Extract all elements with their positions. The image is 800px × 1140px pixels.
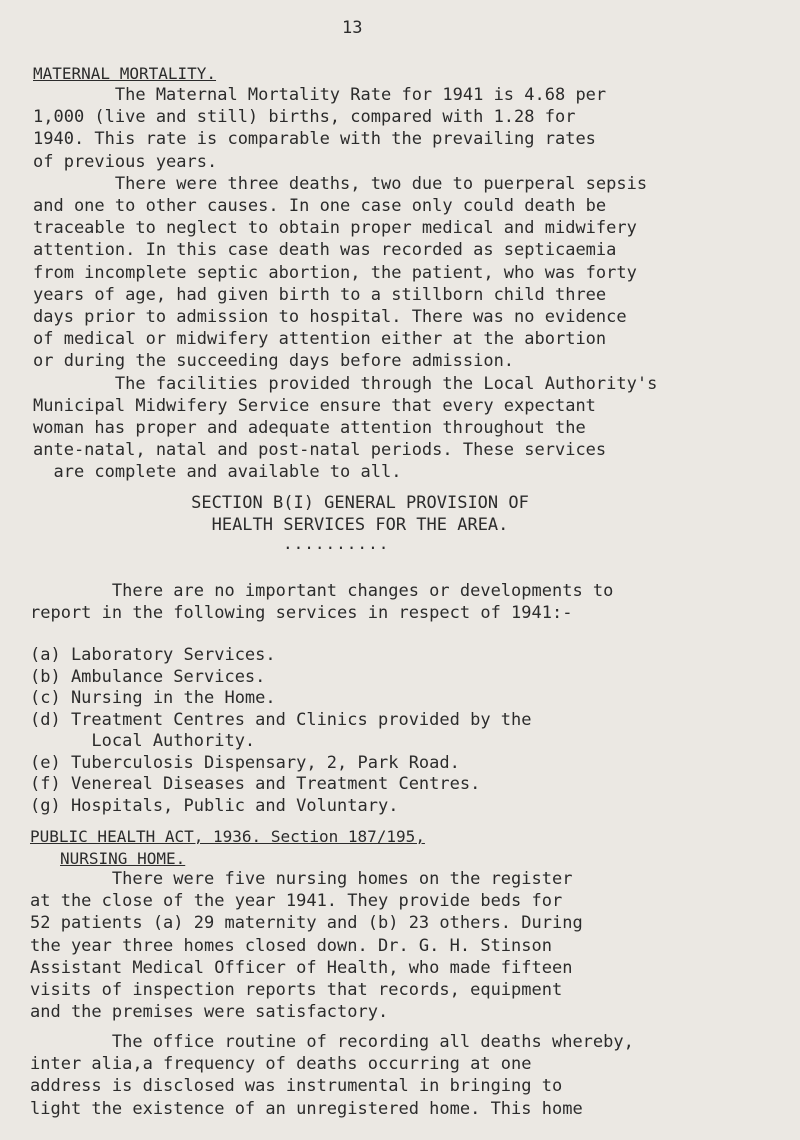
section-divider-dots: .......... bbox=[283, 534, 390, 553]
maternal-mortality-line: The facilities provided through the Local Authority's bbox=[33, 373, 658, 394]
maternal-mortality-heading: MATERNAL MORTALITY. bbox=[33, 64, 217, 83]
office-routine-line: light the existence of an unregistered home. This home bbox=[30, 1098, 583, 1119]
maternal-mortality-line: attention. In this case death was recorded as septicaemia bbox=[33, 240, 617, 261]
section-title-line-2: HEALTH SERVICES FOR THE AREA. bbox=[211, 515, 509, 536]
nursing-home-heading: NURSING HOME. bbox=[60, 849, 186, 868]
service-list-item: Local Authority. bbox=[30, 731, 256, 751]
maternal-mortality-line: and one to other causes. In one case only could death be bbox=[33, 196, 607, 217]
maternal-mortality-line: There were three deaths, two due to puerperal sepsis bbox=[33, 173, 648, 194]
maternal-mortality-line: ante-natal, natal and post-natal periods. These services bbox=[33, 440, 607, 461]
nursing-homes-paragraph bbox=[30, 868, 583, 1023]
service-list-item: (e) Tuberculosis Dispensary, 2, Park Road. bbox=[30, 752, 460, 773]
nursing-homes-line: visits of inspection reports that records, equipment bbox=[30, 980, 563, 1001]
maternal-mortality-line: 1940. This rate is comparable with the prevailing rates bbox=[33, 129, 596, 150]
service-list-item: (g) Hospitals, Public and Voluntary. bbox=[30, 795, 399, 816]
public-health-act-heading: PUBLIC HEALTH ACT, 1936. Section 187/195, bbox=[30, 827, 425, 846]
maternal-mortality-line: of previous years. bbox=[33, 151, 218, 172]
service-list-item: (d) Treatment Centres and Clinics provided by the bbox=[30, 709, 532, 730]
nursing-homes-line: the year three homes closed down. Dr. G. H. Stinson bbox=[30, 935, 552, 956]
maternal-mortality-line: Municipal Midwifery Service ensure that every expectant bbox=[33, 395, 596, 416]
maternal-mortality-line: woman has proper and adequate attention throughout the bbox=[33, 418, 586, 439]
maternal-mortality-line: The Maternal Mortality Rate for 1941 is 4.68 per bbox=[33, 85, 607, 105]
maternal-mortality-line: are complete and available to all. bbox=[33, 462, 402, 483]
services-list bbox=[30, 645, 532, 817]
service-list-item: (f) Venereal Diseases and Treatment Centres. bbox=[30, 774, 481, 794]
nursing-homes-line: There were five nursing homes on the register bbox=[30, 869, 573, 889]
nursing-homes-line: at the close of the year 1941. They provide beds for bbox=[30, 891, 563, 912]
service-list-item: (a) Laboratory Services. bbox=[30, 645, 276, 665]
maternal-mortality-line: or during the succeeding days before admission. bbox=[33, 351, 515, 372]
office-routine-paragraph bbox=[30, 1031, 634, 1120]
services-intro-line: There are no important changes or developments to bbox=[30, 581, 614, 601]
maternal-mortality-line: days prior to admission to hospital. There was no evidence bbox=[33, 307, 627, 328]
maternal-mortality-line: from incomplete septic abortion, the patient, who was forty bbox=[33, 262, 637, 283]
section-title-line-1: SECTION B(I) GENERAL PROVISION OF bbox=[191, 493, 529, 513]
maternal-mortality-line: 1,000 (live and still) births, compared with 1.28 for bbox=[33, 107, 576, 128]
office-routine-line: inter alia,a frequency of deaths occurring at one bbox=[30, 1054, 532, 1075]
nursing-homes-line: Assistant Medical Officer of Health, who made fifteen bbox=[30, 957, 573, 978]
office-routine-line: address is disclosed was instrumental in bringing to bbox=[30, 1076, 563, 1097]
maternal-mortality-line: years of age, had given birth to a stillborn child three bbox=[33, 284, 607, 305]
nursing-homes-line: 52 patients (a) 29 maternity and (b) 23 others. During bbox=[30, 913, 583, 934]
maternal-mortality-line: traceable to neglect to obtain proper medical and midwifery bbox=[33, 218, 637, 239]
services-intro-line: report in the following services in respect of 1941:- bbox=[30, 603, 573, 624]
service-list-item: (c) Nursing in the Home. bbox=[30, 688, 276, 708]
service-list-item: (b) Ambulance Services. bbox=[30, 666, 266, 687]
services-intro-paragraph bbox=[30, 580, 613, 624]
maternal-mortality-paragraph bbox=[33, 84, 657, 484]
nursing-homes-line: and the premises were satisfactory. bbox=[30, 1002, 389, 1023]
office-routine-line: The office routine of recording all deaths whereby, bbox=[30, 1032, 634, 1052]
page-number: 13 bbox=[342, 18, 363, 38]
maternal-mortality-line: of medical or midwifery attention either at the abortion bbox=[33, 329, 607, 350]
section-title bbox=[100, 492, 620, 536]
